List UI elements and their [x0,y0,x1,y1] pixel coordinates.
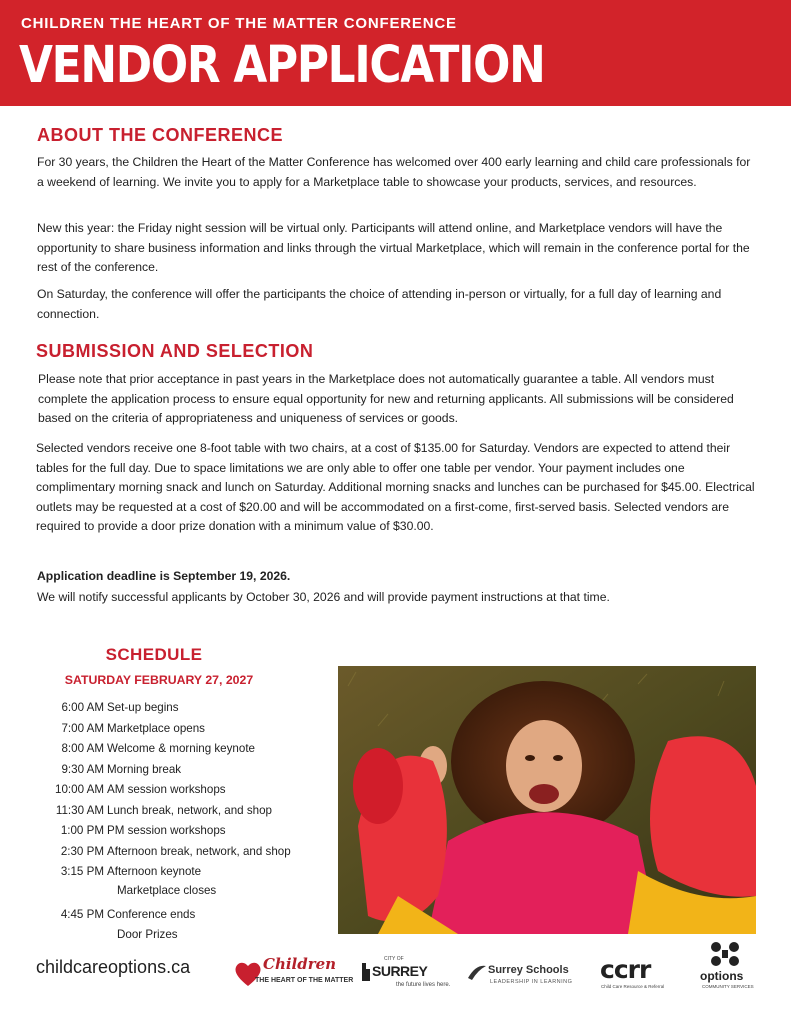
schedule-time: 4:45 PM [60,908,104,921]
schedule-item [0,701,179,714]
ccrr-logo-tagline: Child Care Resource & Referral [601,984,665,989]
schedule-event: Conference ends [107,908,196,921]
schedule-event: Afternoon break, network, and shop [107,845,291,858]
surrey-logo-text: SURREY [372,963,428,979]
surrey-logo-tagline: the future lives here. [396,982,451,988]
surrey-mark-icon [360,961,372,981]
schools-logo-tagline: LEADERSHIP IN LEARNING [490,979,573,985]
schedule-item [0,763,181,776]
options-logo-text: options [700,969,744,983]
schedule-event: PM session workshops [107,824,226,837]
submission-paragraph-2: Selected vendors receive one 8-foot table with two chairs, at a cost of $135.00 for Saturday. Vendors are expected to attend their tables for the full day. Due to space limitations we are only able to offer one table per vendor. Your payment includes one complimentary morning snack and lunch on Saturday. Additional morning snacks and lunches can be purchased for $45.00. Electrical outlets may be requested at a cost of $20.00 and will be accommodated on a first-come, first-served basis. Selected vendors are required to provide a door prize donation with a minimum value of $30.00. [36,441,755,533]
child-photo-illustration [338,666,756,934]
children-logo-script: Children [263,955,337,973]
child-photo [338,666,756,934]
about-paragraph-3: On Saturday, the conference will offer the participants the choice of attending in-person or virtually, for a full day of learning and connection. [37,287,722,321]
schedule-item [0,783,226,796]
schedule-time: 8:00 AM [61,742,104,755]
schedule-time: 6:00 AM [61,701,104,714]
swoosh-icon [466,960,488,982]
schedule-event: Morning break [107,763,182,776]
options-logo [697,940,759,996]
ccrr-logo-text: ccrr [600,955,651,984]
children-logo-tagline: THE HEART OF THE MATTER [255,977,354,984]
about-heading: ABOUT THE CONFERENCE [37,125,284,145]
schedule-item [0,845,291,858]
schedule-time: 3:15 PM [60,865,104,878]
ccrr-logo [600,955,680,995]
conference-name: CHILDREN THE HEART OF THE MATTER CONFERENCE [21,15,457,32]
application-deadline: Application deadline is September 19, 2026. [37,569,291,583]
schedule-time: 7:00 AM [61,722,104,735]
schedule-item [0,804,272,817]
schedule-event: Set-up begins [107,701,179,714]
city-of-surrey-logo [360,955,451,995]
options-logo-tagline: COMMUNITY SERVICES [702,984,754,989]
schedule-time: 11:30 AM [55,804,104,817]
heart-icon [233,959,263,989]
schedule-item [0,824,226,837]
schedule-event: Marketplace opens [107,722,205,735]
children-heart-logo [233,955,354,993]
schedule-item [0,742,255,755]
schedule-time: 2:30 PM [60,845,104,858]
schedule-event: Lunch break, network, and shop [107,804,272,817]
header-banner [0,0,791,106]
submission-heading: SUBMISSION AND SELECTION [36,341,314,361]
schedule-item [0,722,205,735]
about-paragraph-2: New this year: the Friday night session will be virtual only. Participants will attend online, and Marketplace vendors will have the opportunity to share business information and links through the virtual Marketplace, which will remain in the conference portal for the rest of the conference. [37,221,750,274]
schedule-heading: SCHEDULE [105,645,203,664]
options-figures-icon [707,940,743,968]
schedule-item [0,865,201,878]
schedule-time: 10:00 AM [55,783,104,796]
schools-logo-text: Surrey Schools [488,964,569,976]
schedule-event: Welcome & morning keynote [107,742,255,755]
schedule-date: SATURDAY FEBRUARY 27, 2027 [64,673,254,687]
page-title: VENDOR APPLICATION [19,36,545,95]
schedule-event: AM session workshops [107,783,226,796]
schedule-subitem: Marketplace closes [117,884,217,897]
schedule-time: 9:30 AM [61,763,104,776]
surrey-logo-top: CITY OF [384,956,404,962]
submission-paragraph-1: Please note that prior acceptance in past years in the Marketplace does not automatically guarantee a table. All vendors must complete the application process to ensure equal opportunity for new and returning applicants. All submissions will be considered based on the criteria of appropriateness and uniqueness of services or goods. [38,372,734,425]
notification-note: We will notify successful applicants by October 30, 2026 and will provide payment instructions at that time. [37,590,610,604]
surrey-schools-logo [466,957,578,991]
schedule-subitem: Door Prizes [117,928,178,941]
schedule-item [0,908,195,921]
schedule-time: 1:00 PM [60,824,104,837]
website-link[interactable]: childcareoptions.ca [36,957,191,977]
schedule-event: Afternoon keynote [107,865,202,878]
about-paragraph-1: For 30 years, the Children the Heart of the Matter Conference has welcomed over 400 early learning and child care professionals for a weekend of learning. We invite you to apply for a Marketplace table to showcase your products, services, and resources. [37,155,751,189]
